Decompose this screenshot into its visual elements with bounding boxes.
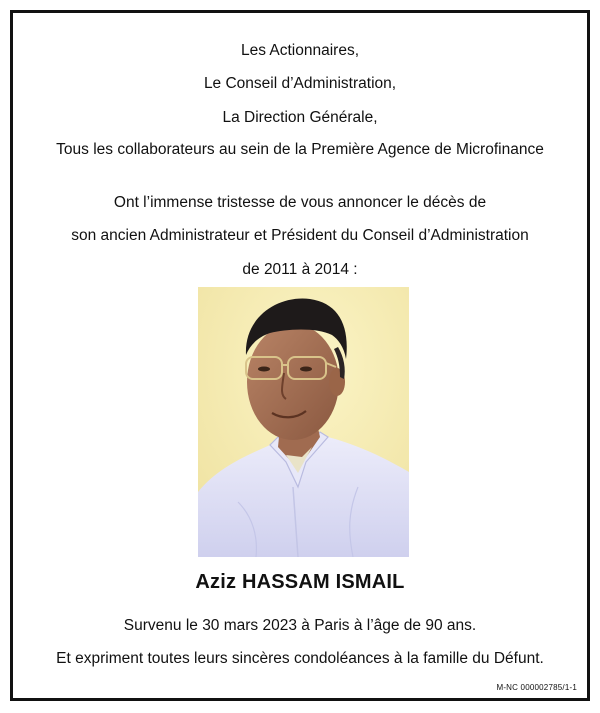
- announcement-line-2: son ancien Administrateur et Président du Conseil d’Administration: [71, 227, 529, 244]
- sender-shareholders: Les Actionnaires,: [240, 42, 360, 59]
- announcement-line-3: de 2011 à 2014 :: [242, 261, 358, 278]
- obituary-notice: [10, 10, 590, 701]
- deceased-name: Aziz HASSAM ISMAIL: [195, 571, 405, 593]
- death-details: Survenu le 30 mars 2023 à Paris à l’âge de 90 ans.: [123, 617, 477, 634]
- condolences-text: Et expriment toutes leurs sincères condoléances à la famille du Défunt.: [56, 650, 544, 667]
- sender-staff: Tous les collaborateurs au sein de la Première Agence de Microfinance: [56, 141, 544, 158]
- sender-board: Le Conseil d’Administration,: [203, 75, 397, 92]
- portrait-photo: [198, 287, 409, 557]
- sender-management: La Direction Générale,: [222, 109, 378, 126]
- announcement-line-1: Ont l’immense tristesse de vous annoncer le décès de: [113, 194, 487, 211]
- reference-number: M-NC 000002785/1-1: [496, 683, 577, 692]
